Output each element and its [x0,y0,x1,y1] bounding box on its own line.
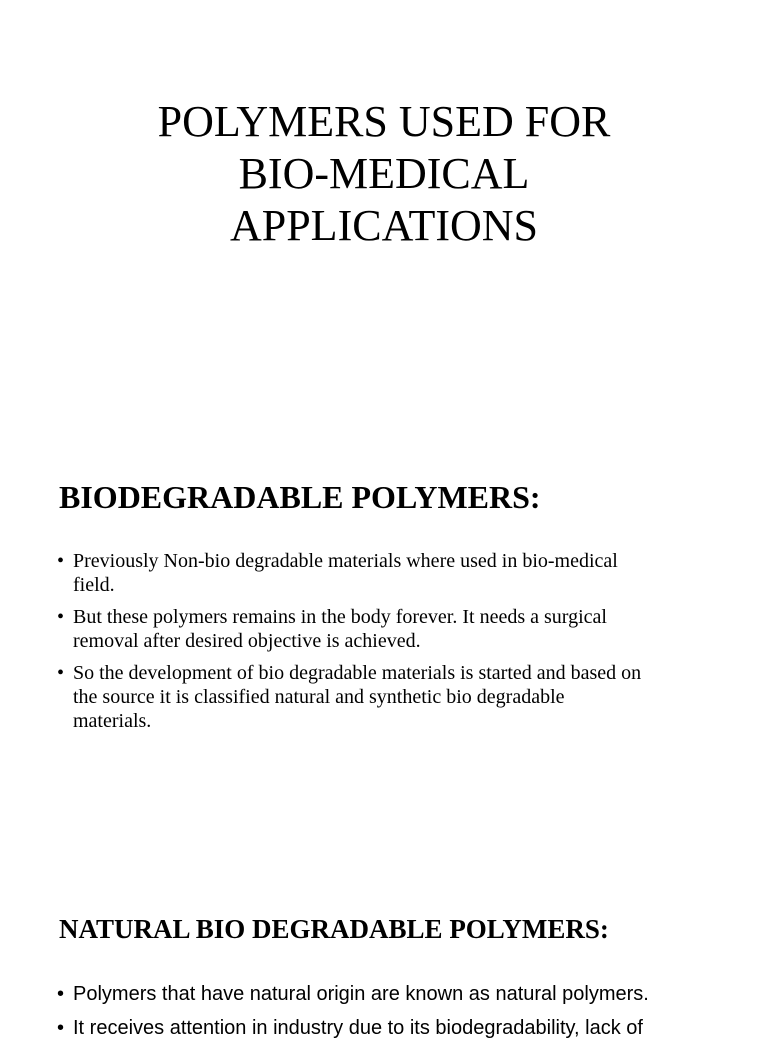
bullet-text-line: But these polymers remains in the body forever. It needs a surgical [73,606,607,628]
bullet-text-line: Previously Non-bio degradable materials where used in bio-medical [73,550,618,572]
bullet-list [57,549,717,741]
bullet-text-line: materials. [73,710,152,732]
list-item [57,605,717,653]
bullet-icon: • [57,662,65,684]
bullet-icon: • [57,1017,65,1039]
list-item [57,1015,737,1041]
title-line: APPLICATIONS [229,201,539,250]
bullet-list [57,981,737,1049]
title-line: POLYMERS USED FOR [157,97,611,146]
bullet-text-line: So the development of bio degradable materials is started and based on [73,662,642,684]
title-slide [0,0,768,410]
bullet-icon: • [57,983,65,1005]
bullet-text-line: Polymers that have natural origin are known as natural polymers. [73,983,649,1005]
presentation-title [0,96,768,252]
list-item [57,981,737,1007]
bullet-icon: • [57,606,65,628]
bullet-text-line: removal after desired objective is achieved. [73,630,421,652]
bullet-text-line: the source it is classified natural and synthetic bio degradable [73,686,565,708]
biodegradable-polymers-slide [0,410,768,830]
section-heading: BIODEGRADABLE POLYMERS: [59,479,541,515]
bullet-text-line: It receives attention in industry due to its biodegradability, lack of [73,1017,643,1039]
title-line: BIO-MEDICAL [238,149,530,198]
list-item [57,549,717,597]
bullet-icon: • [57,550,65,572]
natural-polymers-slide [0,880,768,1039]
section-heading: NATURAL BIO DEGRADABLE POLYMERS: [59,914,609,944]
bullet-text-line: field. [73,574,115,596]
list-item [57,661,717,733]
